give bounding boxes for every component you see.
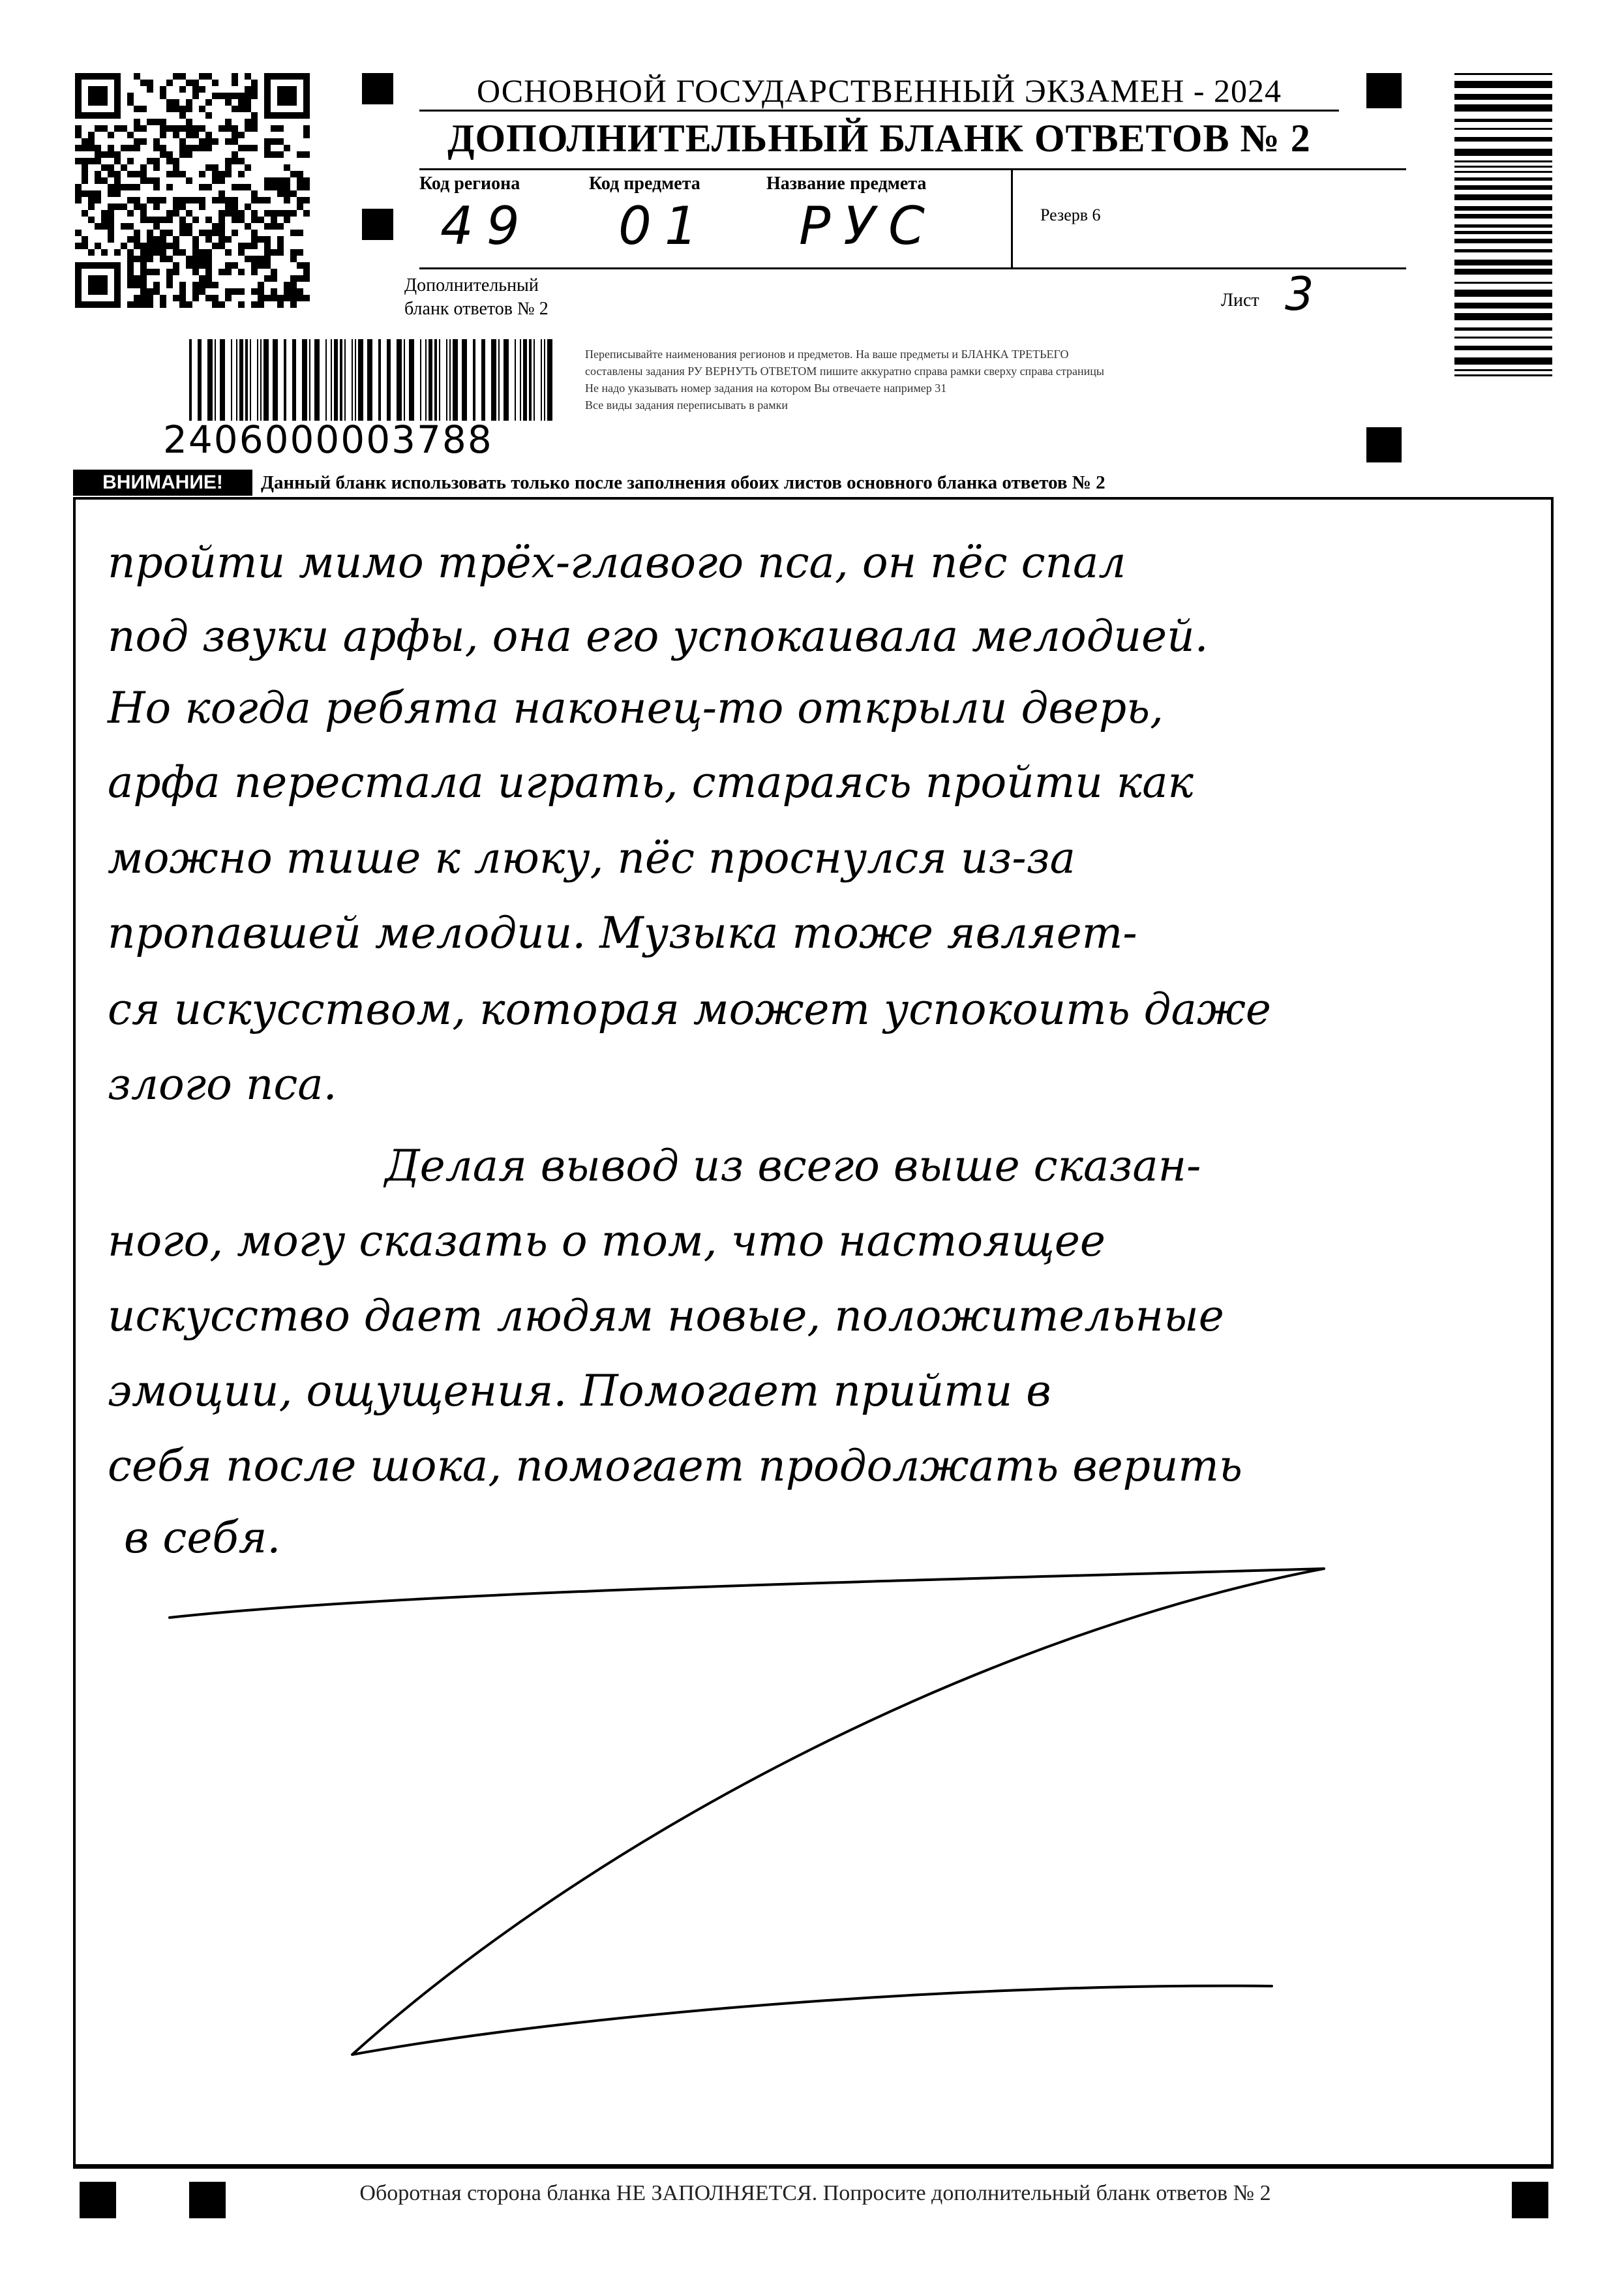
sheet-number: 3 [1285, 267, 1314, 321]
answer-line: ного, могу сказать о том, что настоящее [108, 1216, 1105, 1266]
footer-divider [73, 2167, 1554, 2169]
answer-line: себя после шока, помогает продолжать верить [108, 1441, 1242, 1491]
corner-marker-top-left [362, 73, 393, 104]
footer-note: Оборотная сторона бланка НЕ ЗАПОЛНЯЕТСЯ. Попросите дополнительный бланк ответов № 2 [359, 2181, 1271, 2205]
subject-name-label: Название предмета [766, 173, 927, 194]
instructions-block [585, 346, 1420, 414]
answer-line: искусство дает людям новые, положительные [108, 1291, 1224, 1341]
title-underline [419, 110, 1339, 112]
reserve-label: Резерв 6 [1040, 205, 1101, 224]
warning-text: Данный бланк использовать только после заполнения обоих листов основного бланка ответов № 2 [261, 472, 1105, 493]
subject-name-value: РУС [799, 196, 938, 256]
corner-marker-right [1366, 427, 1402, 462]
subject-code-label: Код предмета [589, 173, 700, 194]
corner-marker-bottom-left-1 [80, 2182, 116, 2218]
answer-line: эмоции, ощущения. Помогает прийти в [108, 1366, 1051, 1416]
region-label: Код региона [419, 173, 520, 194]
form-title: ДОПОЛНИТЕЛЬНЫЙ БЛАНК ОТВЕТОВ № 2 [447, 117, 1311, 160]
additional-label-line-1: Дополнительный [404, 275, 539, 295]
corner-marker-top-right [1366, 73, 1402, 108]
additional-label-line-2: бланк ответов № 2 [404, 299, 549, 319]
barcode-number: 2406000003788 [163, 417, 493, 462]
answer-line: Делая вывод из всего выше сказан- [385, 1141, 1201, 1191]
answer-line: в себя. [124, 1513, 281, 1563]
answer-line: под звуки арфы, она его успокаивала мелодией. [108, 611, 1209, 661]
exam-title: ОСНОВНОЙ ГОСУДАРСТВЕННЫЙ ЭКЗАМЕН - 2024 [477, 72, 1282, 109]
additional-form-label [404, 274, 549, 321]
subject-code-value: 01 [618, 196, 711, 256]
answer-line: ся искусством, которая может успокоить даже [108, 984, 1271, 1034]
corner-marker-bottom-right [1512, 2182, 1548, 2218]
instruction-line: составлены задания РУ ВЕРНУТЬ ОТВЕТОМ пишите аккуратно справа рамки сверху справа страницы [585, 365, 1104, 378]
answer-line: злого пса. [108, 1059, 337, 1109]
region-value: 49 [440, 196, 533, 256]
sheet-label: Лист [1221, 290, 1259, 310]
instruction-line: Не надо указывать номер задания на котором Вы отвечаете например 31 [585, 382, 947, 395]
answer-line: Но когда ребята наконец-то открыли дверь, [108, 683, 1164, 733]
answer-line: пропавшей мелодии. Музыка тоже являет- [108, 908, 1137, 958]
answer-line: можно тише к люку, пёс проснулся из-за [108, 833, 1076, 883]
answer-line: пройти мимо трёх-главого пса, он пёс спал [108, 537, 1126, 588]
vertical-barcode [1454, 73, 1552, 380]
instruction-line: Все виды задания переписывать в рамки [585, 399, 788, 412]
strike-through-z-mark [150, 1565, 1389, 2074]
corner-marker-mid-left [362, 209, 393, 240]
instruction-line: Переписывайте наименования регионов и предметов. На ваше предметы и БЛАНКА ТРЕТЬЕГО [585, 348, 1069, 361]
qr-code [75, 73, 310, 308]
answer-line: арфа перестала играть, стараясь пройти как [108, 757, 1194, 807]
warning-badge: ВНИМАНИЕ! [73, 470, 252, 496]
linear-barcode [189, 339, 558, 421]
header-divider [1011, 168, 1013, 269]
